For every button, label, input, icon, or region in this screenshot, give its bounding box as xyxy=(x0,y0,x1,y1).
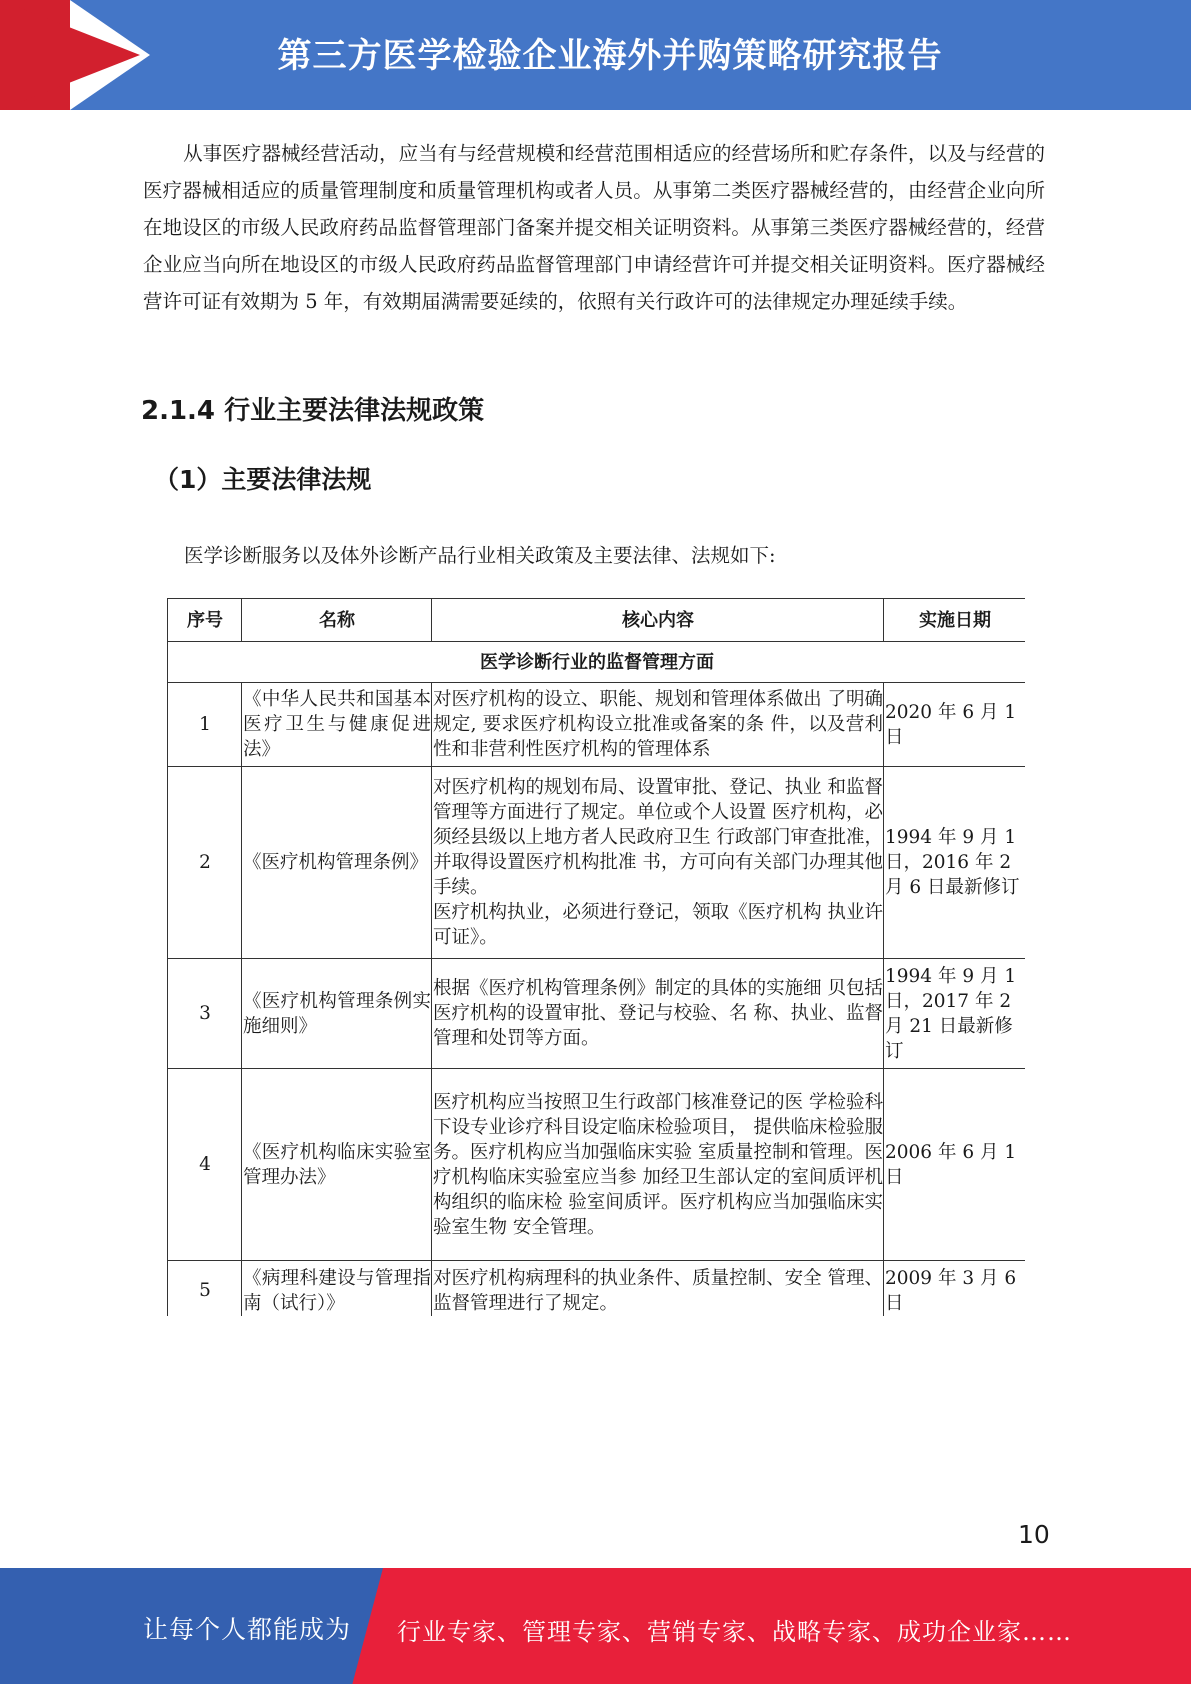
footer-slogan-right: 行业专家、管理专家、营销专家、战略专家、成功企业家…… xyxy=(397,1618,1072,1646)
row-date: 1994 年 9 月 1 日，2016 年 2 月 6 日最新修订 xyxy=(884,767,1026,959)
row-core: 对医疗机构的规划布局、设置审批、登记、执业 和监督管理等方面进行了规定。单位或个人设置 医疗机构，必须经县级以上地方者人民政府卫生 行政部门审查批准，并取得设置医疗机构批准 书，方可向有关部门办理其他手续。 xyxy=(433,777,883,898)
header-banner xyxy=(0,0,1191,110)
table-row xyxy=(168,683,1026,767)
table-row xyxy=(168,767,1026,959)
row-name: 《中华人民共和国基本医疗卫生与健康促进法》 xyxy=(242,683,432,767)
header-chevron-red xyxy=(0,0,140,110)
row-date: 1994 年 9 月 1 日，2017 年 2 月 21 日最新修订 xyxy=(884,959,1026,1069)
table-row xyxy=(168,1261,1026,1317)
row-core: 对医疗机构病理科的执业条件、质量控制、安全 管理、监督管理进行了规定。 xyxy=(432,1261,884,1317)
row-name: 《医疗机构临床实验室管理办法》 xyxy=(242,1069,432,1261)
table-intro: 医学诊断服务以及体外诊断产品行业相关政策及主要法律、法规如下: xyxy=(184,544,776,567)
row-num: 4 xyxy=(168,1069,242,1261)
row-num: 1 xyxy=(168,683,242,767)
header-core: 核心内容 xyxy=(432,599,884,642)
row-core: 根据《医疗机构管理条例》制定的具体的实施细 贝包括医疗机构的设置审批、登记与校验、名 称、执业、监督管理和处罚等方面。 xyxy=(432,959,884,1069)
row-num: 3 xyxy=(168,959,242,1069)
row-name: 《病理科建设与管理指南（试行）》 xyxy=(242,1261,432,1317)
footer-banner xyxy=(0,1568,1191,1684)
row-name: 《医疗机构管理条例实施细则》 xyxy=(242,959,432,1069)
row-num: 2 xyxy=(168,767,242,959)
header-name: 名称 xyxy=(242,599,432,642)
row-name: 《医疗机构管理条例》 xyxy=(242,767,432,959)
row-date: 2006 年 6 月 1 日 xyxy=(884,1069,1026,1261)
report-title: 第三方医学检验企业海外并购策略研究报告 xyxy=(277,36,943,76)
row-core-cell xyxy=(432,767,884,959)
regulations-table xyxy=(167,598,1025,1316)
regulations-table-container xyxy=(167,598,1025,1316)
section-row-label: 医学诊断行业的监督管理方面 xyxy=(168,642,1026,683)
footer-slogan-left: 让每个人都能成为 xyxy=(143,1615,352,1644)
row-core: 医疗机构应当按照卫生行政部门核准登记的医 学检验科下设专业诊疗科目设定临床检验项目， 提供临床检验服务。医疗机构应当加强临床实验 室质量控制和管理。医疗机构临床实验室应当参 加经卫生部认定的室间质评机构组织的临床检 验室间质评。医疗机构应当加强临床实验室生物 安全管理。 xyxy=(432,1069,884,1261)
subsection-heading: （1）主要法律法规 xyxy=(154,465,372,494)
row-core-second: 医疗机构执业，必须进行登记，领取《医疗机构 执业许可证》。 xyxy=(433,902,883,948)
row-core: 对医疗机构的设立、职能、规划和管理体系做出 了明确规定, 要求医疗机构设立批准或备案的条 件，以及营利性和非营利性医疗机构的管理体系 xyxy=(432,683,884,767)
section-heading: 2.1.4 行业主要法律法规政策 xyxy=(141,396,485,426)
row-date: 2020 年 6 月 1 日 xyxy=(884,683,1026,767)
table-row xyxy=(168,1069,1026,1261)
page-number: 10 xyxy=(1018,1520,1050,1549)
body-paragraph xyxy=(143,135,1045,320)
table-row xyxy=(168,959,1026,1069)
row-num: 5 xyxy=(168,1261,242,1317)
header-date: 实施日期 xyxy=(884,599,1026,642)
table-header-row xyxy=(168,599,1026,642)
header-num: 序号 xyxy=(168,599,242,642)
body-paragraph-text: 从事医疗器械经营活动，应当有与经营规模和经营范围相适应的经营场所和贮存条件，以及与经营的医疗器械相适应的质量管理制度和质量管理机构或者人员。从事第二类医疗器械经营的，由经营企业向所在地设区的市级人民政府药品监督管理部门备案并提交相关证明资料。从事第三类医疗器械经营的，经营企业应当向所在地设区的市级人民政府药品监督管理部门申请经营许可并提交相关证明资料。医疗器械经营许可证有效期为 5 年，有效期届满需要延续的，依照有关行政许可的法律规定办理延续手续。 xyxy=(143,142,1045,313)
row-date: 2009 年 3 月 6 日 xyxy=(884,1261,1026,1317)
table-section-row xyxy=(168,642,1026,683)
